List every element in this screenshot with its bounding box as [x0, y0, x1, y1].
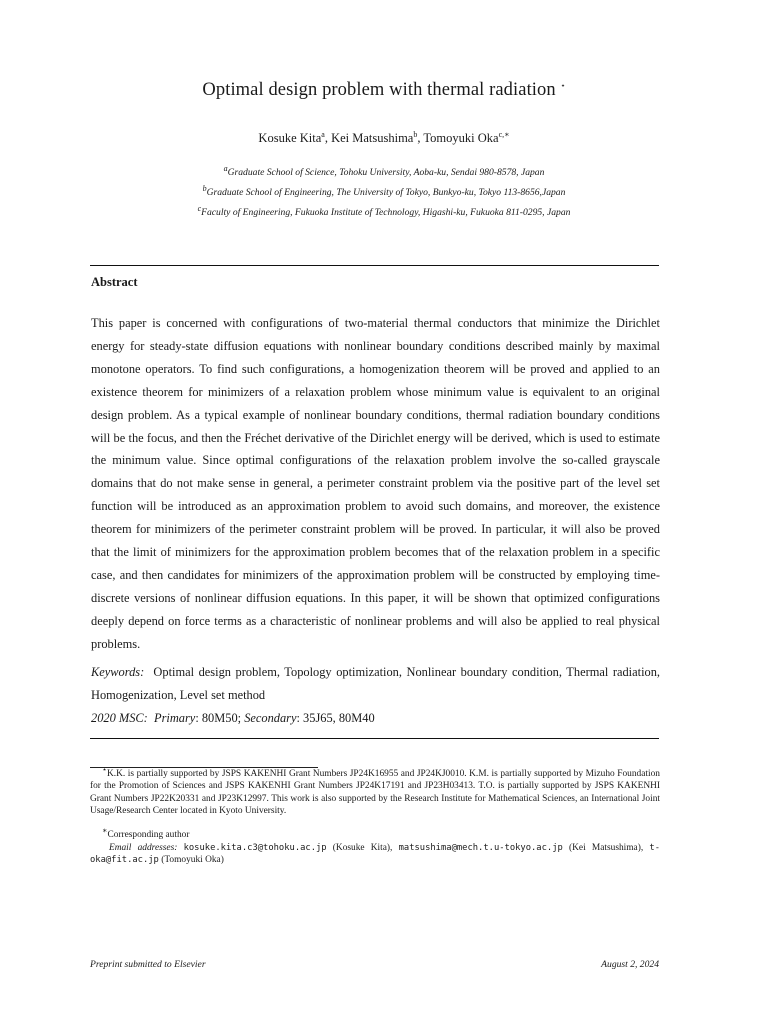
funding-footnote [90, 764, 660, 817]
email-link[interactable]: kosuke.kita.c3@tohoku.ac.jp [183, 843, 327, 853]
affiliation [0, 183, 768, 198]
email-link[interactable]: matsushima@mech.t.u-tokyo.ac.jp [398, 843, 563, 853]
title-text: Optimal design problem with thermal radiation [202, 80, 556, 100]
keywords-label: Keywords: [91, 665, 145, 679]
author-name: Tomoyuki Oka [423, 131, 499, 145]
affiliation-text: Graduate School of Science, Tohoku University, Aoba-ku, Sendai 980-8578, Japan [227, 167, 545, 178]
msc-classification [91, 707, 660, 730]
affiliation-mark: b [202, 183, 207, 193]
email-footnote [90, 842, 660, 867]
affiliation-text: Graduate School of Engineering, The University of Tokyo, Bunkyo-ku, Tokyo 113-8656,Japan [206, 187, 566, 198]
corresponding-mark: ∗ [102, 825, 108, 835]
funding-footnote-mark: ⋆ [102, 764, 108, 774]
funding-footnote-text: K.K. is partially supported by JSPS KAKENHI Grant Numbers JP24K16955 and JP24KJ0010. K.M. is partially supported by Mizuho Foundation for the Promotion of Sciences and JSPS KAKENHI Grant Numbers JP24K17191 and JP23H03413. T.O. is partially supported by JSPS KAKENHI Grant Numbers JP22K20331 and JP23K12997. This work is also supported by the Research Institute for Mathematical Sciences, an International Joint Usage/Research Center located in Kyoto University. [90, 769, 660, 816]
author-name: Kosuke Kita [258, 131, 322, 145]
author-affil-mark: b [413, 129, 418, 139]
email-label: Email addresses: [109, 843, 178, 853]
author-name: Kei Matsushima [331, 131, 414, 145]
keywords [91, 661, 660, 707]
affiliation [0, 203, 768, 218]
corresponding-text: Corresponding author [107, 830, 190, 840]
msc-primary-label: Primary [154, 711, 196, 725]
abstract-bottom-rule [90, 738, 659, 739]
paper-title [0, 80, 768, 101]
abstract-top-rule [90, 265, 659, 266]
email-owner: (Kosuke Kita), [326, 843, 399, 853]
email-owner: (Tomoyuki Oka) [158, 855, 224, 866]
corresponding-footnote [90, 825, 660, 841]
author-separator: , [417, 131, 424, 145]
affiliation [0, 163, 768, 178]
author-affil-mark: a [321, 129, 325, 139]
affiliation-text: Faculty of Engineering, Fukuoka Institute of Technology, Higashi-ku, Fukuoka 811-0295, Japan [201, 207, 571, 218]
author-separator: , [324, 131, 332, 145]
title-footnote-mark: ⋆ [560, 80, 566, 90]
email-owner: (Kei Matsushima), [562, 843, 650, 853]
msc-primary: : 80M50; [195, 711, 245, 725]
keywords-text: Optimal design problem, Topology optimization, Nonlinear boundary condition, Thermal radiation, Homogenization, Level set method [91, 665, 660, 702]
preprint-date: August 2, 2024 [601, 959, 659, 970]
author-affil-mark: c,∗ [498, 129, 510, 139]
msc-secondary-label: Secondary [244, 711, 297, 725]
email-link[interactable]: t-oka@fit.ac.jp [90, 843, 660, 866]
affiliation-mark: a [223, 163, 228, 173]
msc-label: 2020 MSC: [91, 711, 148, 725]
affiliation-mark: c [197, 203, 202, 213]
abstract-heading: Abstract [91, 275, 138, 289]
msc-secondary: : 35J65, 80M40 [296, 711, 375, 725]
preprint-note: Preprint submitted to Elsevier [90, 959, 206, 970]
abstract-body: This paper is concerned with configurations of two-material thermal conductors that minimize the Dirichlet energy for steady-state diffusion equations with nonlinear boundary conditions described mainly by maximal monotone operators. To find such configurations, a homogenization theorem will be proved and applied to an existence theorem for minimizers of a relaxation problem whose minimum value is equivalent to an original design problem. As a typical example of nonlinear boundary conditions, thermal radiation boundary conditions will be the focus, and then the Fréchet derivative of the Dirichlet energy will be derived, which is used to estimate the minimum value. Since optimal configurations of the relaxation problem involve the so-called grayscale domains that do not make sense in general, a perimeter constraint problem via the positive part of the level set function will be introduced as an approximation problem to avoid such domains, and moreover, the existence theorem for minimizers of the perimeter constraint problem will be proved. In particular, it will also be proved that the limit of minimizers for the approximation problem becomes that of the relaxation problem in a specific case, and then candidates for minimizers of the approximation problem will be constructed by employing time-discrete versions of nonlinear diffusion equations. In this paper, it will be shown that optimized configurations deeply depend on force terms as a characteristic of nonlinear problems and will also be applied to real physical problems. [91, 316, 660, 651]
author-list [0, 131, 768, 146]
